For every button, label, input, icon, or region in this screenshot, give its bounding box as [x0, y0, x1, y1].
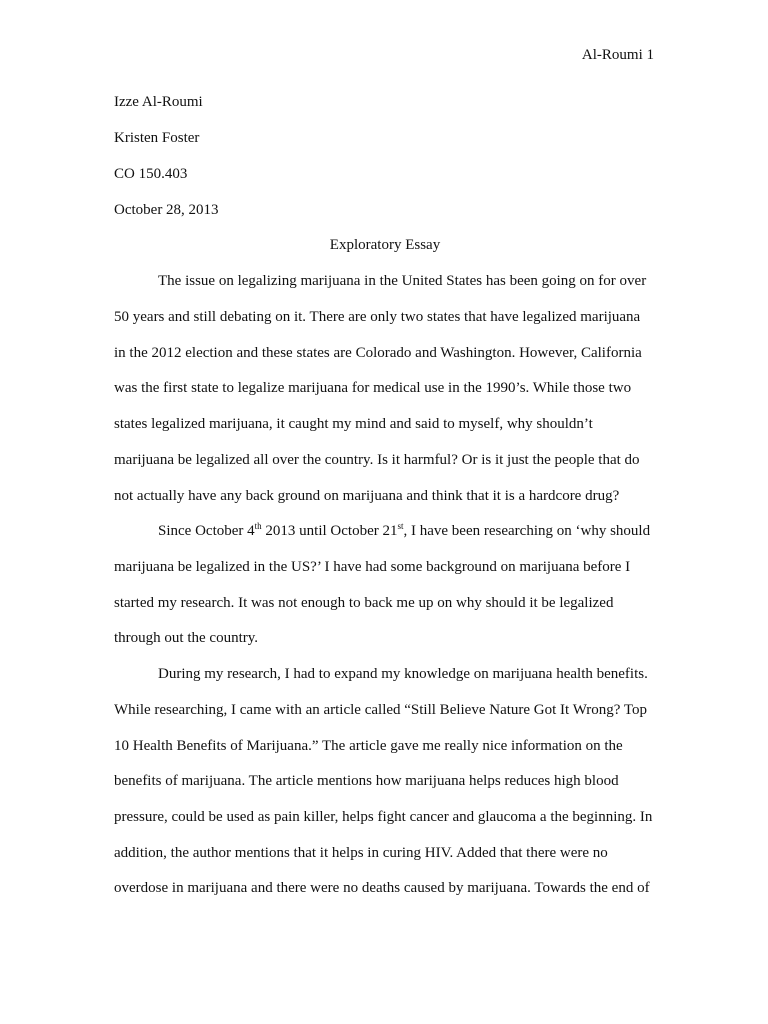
paragraph-line: While researching, I came with an article called “Still Believe Nature Got It Wrong? Top	[114, 702, 648, 718]
paragraph-line: pressure, could be used as pain killer, helps fight cancer and glaucoma a the beginning. In	[114, 809, 653, 825]
paragraph-line: addition, the author mentions that it helps in curing HIV. Added that there were no	[114, 845, 608, 861]
paragraph-line: overdose in marijuana and there were no deaths caused by marijuana. Towards the end of	[114, 880, 650, 896]
paragraph-line: not actually have any back ground on marijuana and think that it is a hardcore drug?	[114, 488, 620, 504]
paragraph-line: 10 Health Benefits of Marijuana.” The article gave me really nice information on the	[114, 738, 623, 754]
paragraph-line: in the 2012 election and these states are Colorado and Washington. However, California	[114, 345, 642, 361]
paragraph-text: , I have been researching on ‘why should	[403, 523, 651, 539]
paragraph-line	[158, 521, 650, 541]
paragraph-line: states legalized marijuana, it caught my mind and said to myself, why shouldn’t	[114, 416, 593, 432]
instructor-name: Kristen Foster	[114, 130, 200, 146]
essay-title: Exploratory Essay	[329, 237, 441, 253]
paragraph-text: 2013 until October 21	[261, 523, 398, 539]
paragraph-line: marijuana be legalized in the US?’ I have had some background on marijuana before I	[114, 559, 631, 575]
paragraph-line: The issue on legalizing marijuana in the United States has been going on for over	[158, 273, 647, 289]
ordinal-suffix: th	[254, 521, 262, 531]
essay-date: October 28, 2013	[114, 202, 219, 218]
paragraph-line: 50 years and still debating on it. There are only two states that have legalized marijuana	[114, 309, 641, 325]
paragraph-line: marijuana be legalized all over the country. Is it harmful? Or is it just the people that do	[114, 452, 640, 468]
paragraph-line: started my research. It was not enough to back me up on why should it be legalized	[114, 595, 614, 611]
running-head: Al-Roumi 1	[581, 47, 654, 63]
paragraph-line: through out the country.	[114, 630, 259, 646]
paragraph-line: was the first state to legalize marijuana for medical use in the 1990’s. While those two	[114, 380, 632, 396]
paragraph-text: Since October 4	[158, 523, 255, 539]
paragraph-line: benefits of marijuana. The article mentions how marijuana helps reduces high blood	[114, 773, 619, 789]
paragraph-line: During my research, I had to expand my knowledge on marijuana health benefits.	[158, 666, 648, 682]
ordinal-suffix: st	[397, 521, 404, 531]
author-name: Izze Al-Roumi	[114, 94, 203, 110]
course-code: CO 150.403	[114, 166, 188, 182]
